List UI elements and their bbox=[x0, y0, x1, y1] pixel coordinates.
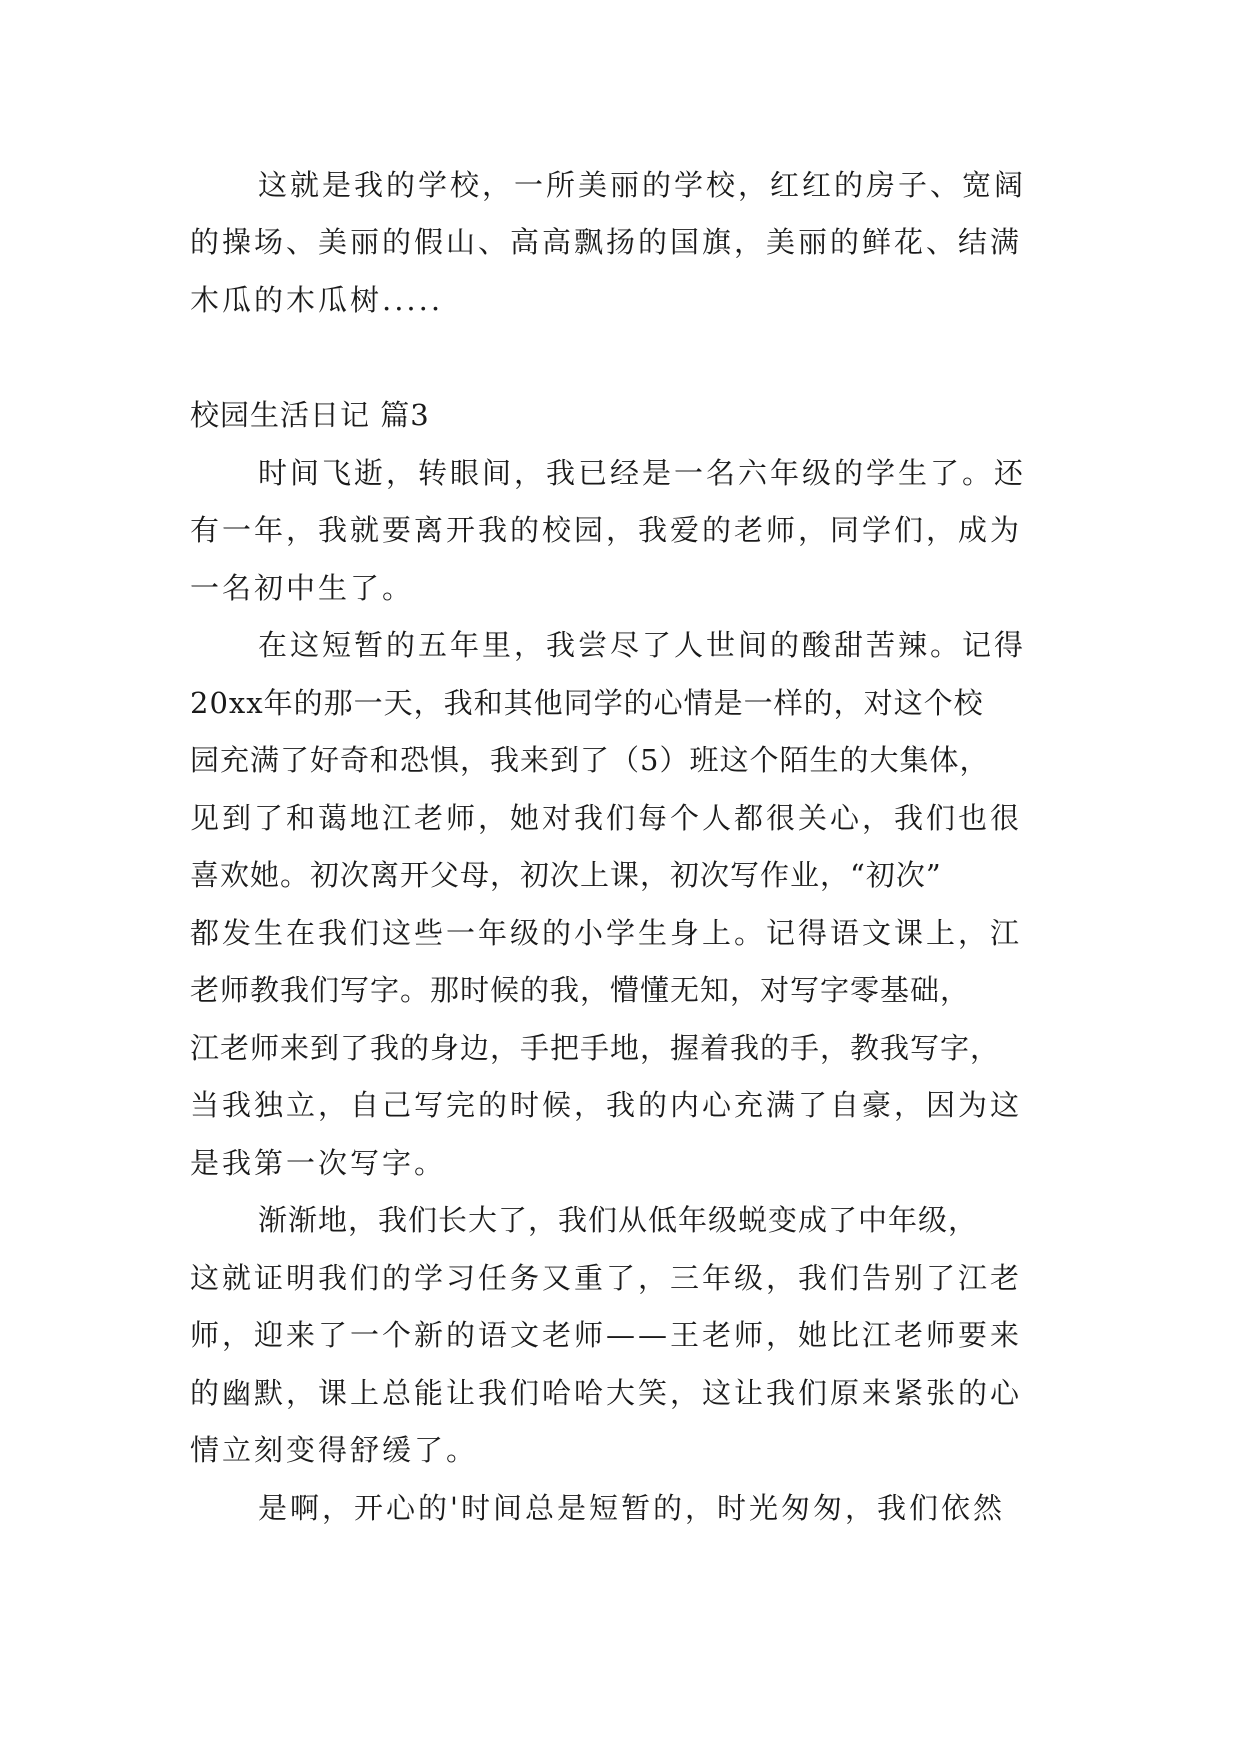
paragraph-line: 情立刻变得舒缓了。 bbox=[190, 1433, 479, 1467]
paragraph-line: 师，迎来了一个新的语文老师——王老师，她比江老师要来 bbox=[190, 1318, 1023, 1352]
paragraph-line: 喜欢她。初次离开父母，初次上课，初次写作业，“初次” bbox=[190, 858, 942, 892]
paragraph-line: 老师教我们写字。那时候的我，懵懂无知，对写字零基础， bbox=[190, 973, 971, 1007]
paragraph-line: 见到了和蔼地江老师，她对我们每个人都很关心，我们也很 bbox=[190, 801, 1023, 835]
paragraph-line: 一名初中生了。 bbox=[190, 571, 415, 605]
paragraph-line: 是啊，开心的'时间总是短暂的，时光匆匆，我们依然 bbox=[258, 1491, 1005, 1525]
paragraph-line: 的操场、美丽的假山、高高飘扬的国旗，美丽的鲜花、结满 bbox=[190, 225, 1023, 259]
paragraph-line: 是我第一次写字。 bbox=[190, 1146, 447, 1180]
paragraph-line: 的幽默，课上总能让我们哈哈大笑，这让我们原来紧张的心 bbox=[190, 1376, 1023, 1410]
paragraph-line: 木瓜的木瓜树..... bbox=[190, 283, 444, 317]
paragraph-line: 渐渐地，我们长大了，我们从低年级蜕变成了中年级， bbox=[258, 1203, 979, 1237]
paragraph-line: 20xx年的那一天，我和其他同学的心情是一样的，对这个校 bbox=[190, 686, 984, 720]
paragraph-line: 时间飞逝，转眼间，我已经是一名六年级的学生了。还 bbox=[258, 456, 1027, 490]
paragraph-line: 在这短暂的五年里，我尝尽了人世间的酸甜苦辣。记得 bbox=[258, 628, 1027, 662]
section-heading: 校园生活日记 篇3 bbox=[190, 398, 430, 432]
paragraph-line: 当我独立，自己写完的时候，我的内心充满了自豪，因为这 bbox=[190, 1088, 1023, 1122]
paragraph-line: 都发生在我们这些一年级的小学生身上。记得语文课上，江 bbox=[190, 916, 1023, 950]
paragraph-line: 这就是我的学校，一所美丽的学校，红红的房子、宽阔 bbox=[258, 168, 1027, 202]
paragraph-line: 江老师来到了我的身边，手把手地，握着我的手，教我写字， bbox=[190, 1031, 1001, 1065]
paragraph-line: 有一年，我就要离开我的校园，我爱的老师，同学们，成为 bbox=[190, 513, 1023, 547]
paragraph-line: 这就证明我们的学习任务又重了，三年级，我们告别了江老 bbox=[190, 1261, 1023, 1295]
paragraph-line: 园充满了好奇和恐惧，我来到了（5）班这个陌生的大集体， bbox=[190, 743, 990, 777]
